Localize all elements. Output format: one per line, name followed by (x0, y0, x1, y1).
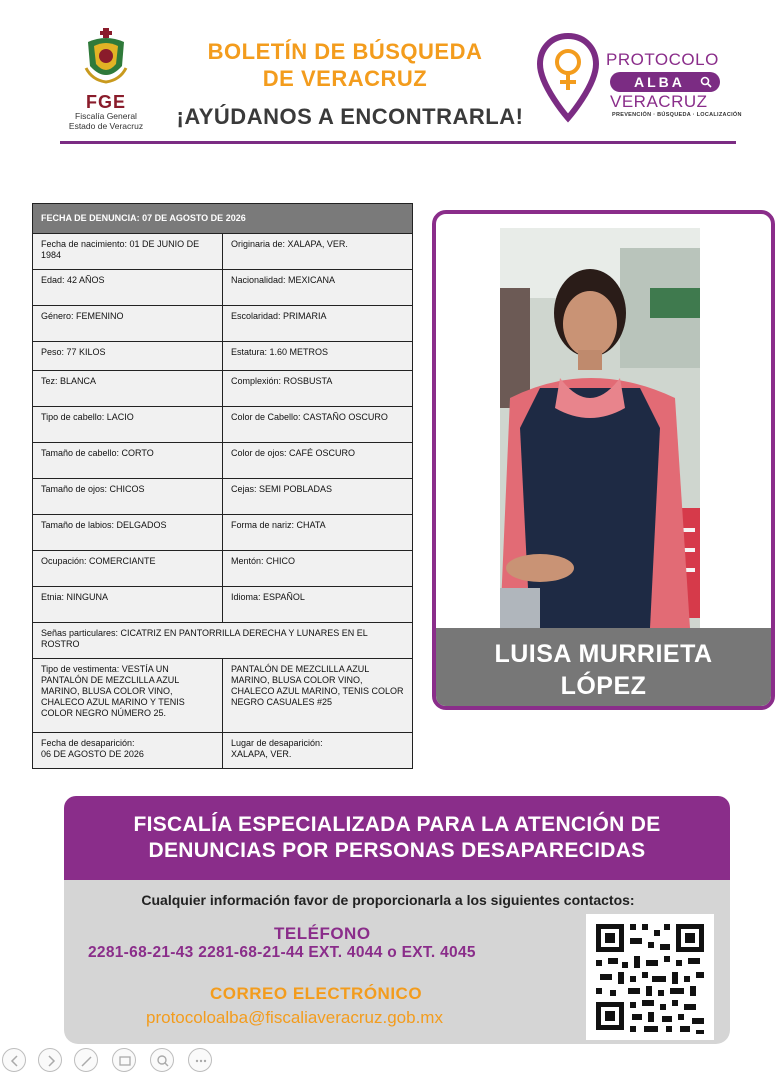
fge-abbr: FGE (85, 92, 126, 112)
table-cell: Ocupación: COMERCIANTE (33, 551, 223, 587)
report-date: FECHA DE DENUNCIA: 07 DE AGOSTO DE 2026 (33, 204, 413, 234)
table-cell: Tez: BLANCA (33, 371, 223, 407)
fge-subtitle-1: Fiscalía General (75, 111, 137, 121)
table-cell: Cejas: SEMI POBLADAS (223, 479, 413, 515)
table-cell: Color de ojos: CAFÉ OSCURO (223, 443, 413, 479)
more-icon[interactable] (188, 1048, 212, 1072)
alba-label: ALBA (634, 74, 685, 90)
table-cell: Idioma: ESPAÑOL (223, 587, 413, 623)
table-cell: Etnia: NINGUNA (33, 587, 223, 623)
table-cell: Fecha de nacimiento: 01 DE JUNIO DE 1984 (33, 234, 223, 270)
alba-tagline: PREVENCIÓN · BÚSQUEDA · LOCALIZACIÓN (612, 112, 742, 118)
name-line-1: LUISA MURRIETA (494, 640, 713, 668)
disappearance-date-label: Fecha de desaparición: (41, 738, 135, 748)
bulletin-title (170, 38, 520, 92)
email-address[interactable]: protocoloalba@fiscaliaveracruz.gob.mx (146, 1008, 443, 1027)
search-icon (700, 76, 712, 88)
person-data-table (32, 203, 413, 769)
slideshow-controls (0, 1046, 230, 1074)
contact-intro: Cualquier información favor de proporcionarla a los siguientes contactos: (141, 892, 635, 908)
bulletin-title-line-1: BOLETÍN DE BÚSQUEDA (207, 39, 483, 64)
coat-of-arms-icon (82, 28, 130, 84)
phone-numbers: 2281-68-21-43 2281-68-21-44 EXT. 4044 o EXT. 4045 (88, 944, 476, 961)
table-cell: Edad: 42 AÑOS (33, 270, 223, 306)
table-cell: Mentón: CHICO (223, 551, 413, 587)
slides-icon[interactable] (112, 1048, 136, 1072)
disappearance-place: XALAPA, VER. (231, 749, 292, 759)
fiscalia-banner-line-2: DENUNCIAS POR PERSONAS DESAPARECIDAS (148, 839, 646, 862)
map-pin-female-icon (536, 32, 600, 124)
table-cell: Escolaridad: PRIMARIA (223, 306, 413, 342)
email-label: CORREO ELECTRÓNICO (210, 984, 423, 1003)
alba-protocolo: PROTOCOLO (606, 50, 719, 69)
table-cell: Peso: 77 KILOS (33, 342, 223, 371)
alba-veracruz: VERACRUZ (610, 92, 708, 111)
disappearance-date: 06 DE AGOSTO DE 2026 (41, 749, 144, 759)
table-cell: Color de Cabello: CASTAÑO OSCURO (223, 407, 413, 443)
missing-person-name (436, 628, 771, 710)
table-cell: Estatura: 1.60 METROS (223, 342, 413, 371)
protocolo-alba-logo (536, 32, 742, 132)
table-cell: Tamaño de cabello: CORTO (33, 443, 223, 479)
table-cell: Originaria de: XALAPA, VER. (223, 234, 413, 270)
contact-box (64, 880, 730, 1044)
table-cell: Tipo de cabello: LACIO (33, 407, 223, 443)
phone-label: TELÉFONO (274, 924, 371, 943)
table-cell: Forma de nariz: CHATA (223, 515, 413, 551)
next-icon[interactable] (38, 1048, 62, 1072)
disappearance-place-cell (223, 733, 413, 769)
table-cell: Nacionalidad: MEXICANA (223, 270, 413, 306)
distinguishing-marks: Señas particulares: CICATRIZ EN PANTORRILLA DERECHA Y LUNARES EN EL ROSTRO (33, 623, 413, 659)
fge-logo (64, 28, 148, 132)
table-cell: Complexión: ROSBUSTA (223, 371, 413, 407)
alba-pill (610, 72, 720, 92)
header-divider (60, 141, 736, 144)
zoom-icon[interactable] (150, 1048, 174, 1072)
pen-icon[interactable] (74, 1048, 98, 1072)
missing-person-photo (500, 228, 700, 628)
disappearance-date-cell (33, 733, 223, 769)
prev-icon[interactable] (2, 1048, 26, 1072)
table-cell: Tamaño de labios: DELGADOS (33, 515, 223, 551)
fiscalia-banner (64, 796, 730, 880)
table-cell: Tamaño de ojos: CHICOS (33, 479, 223, 515)
fge-subtitle-2: Estado de Veracruz (68, 121, 144, 131)
missing-person-card (432, 210, 775, 710)
qr-code-icon (586, 914, 714, 1040)
clothing-description: Tipo de vestimenta: VESTÍA UN PANTALÓN DE MEZCLILLA AZUL MARINO, BLUSA COLOR VINO, CHALECO AZUL MARINO Y TENIS COLOR NEGRO NÚMERO 25. (33, 659, 223, 733)
fiscalia-banner-line-1: FISCALÍA ESPECIALIZADA PARA LA ATENCIÓN DE (133, 813, 661, 836)
name-line-2: LÓPEZ (560, 672, 647, 700)
bulletin-title-line-2: DE VERACRUZ (262, 66, 428, 91)
clothing-description-alt: PANTALÓN DE MEZCLILLA AZUL MARINO, BLUSA COLOR VINO, CHALECO AZUL MARINO, TENIS COLOR NEGRO CASUALES #25 (223, 659, 413, 733)
table-cell: Género: FEMENINO (33, 306, 223, 342)
bulletin-subtitle: ¡AYÚDANOS A ENCONTRARLA! (176, 104, 524, 129)
disappearance-place-label: Lugar de desaparición: (231, 738, 323, 748)
